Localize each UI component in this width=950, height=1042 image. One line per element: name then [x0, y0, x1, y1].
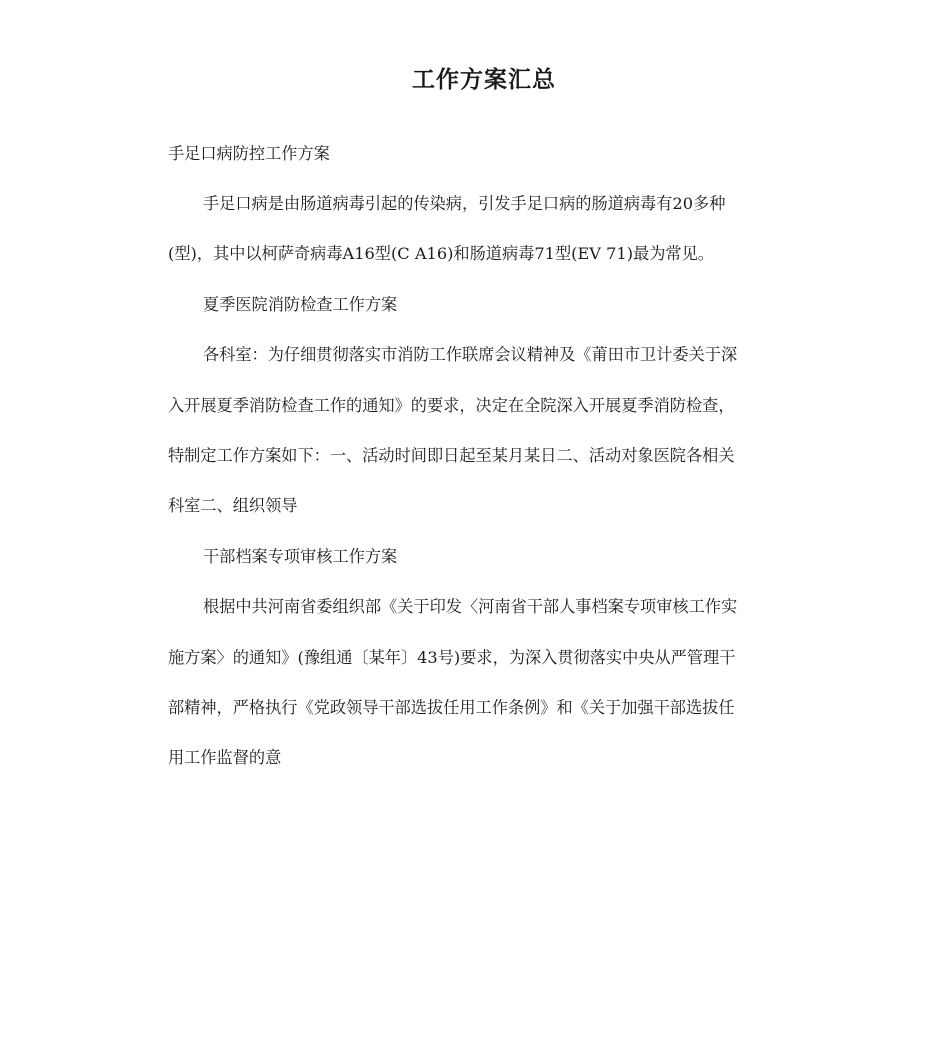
paragraph-line: 施方案〉的通知》(豫组通〔某年〕43号)要求，为深入贯彻落实中央从严管理干	[168, 648, 736, 667]
paragraph-line: 特制定工作方案如下：一、活动时间即日起至某月某日二、活动对象医院各相关	[168, 446, 735, 465]
paragraph-line: (型)，其中以柯萨奇病毒A16型(C A16)和肠道病毒71型(EV 71)最为常见。	[168, 244, 714, 263]
section-heading-cadre-archives: 干部档案专项审核工作方案	[203, 547, 398, 566]
paragraph-line: 入开展夏季消防检查工作的通知》的要求，决定在全院深入开展夏季消防检查，	[168, 396, 735, 415]
paragraph-line: 各科室：为仔细贯彻落实市消防工作联席会议精神及《莆田市卫计委关于深	[203, 345, 738, 364]
section-heading-fire-inspection: 夏季医院消防检查工作方案	[203, 295, 398, 314]
paragraph-line: 用工作监督的意	[168, 748, 282, 767]
paragraph-line: 手足口病是由肠道病毒引起的传染病，引发手足口病的肠道病毒有20多种	[203, 194, 726, 213]
section-heading-hfmd: 手足口病防控工作方案	[168, 144, 330, 163]
document-title: 工作方案汇总	[412, 67, 556, 93]
paragraph-line: 部精神，严格执行《党政领导干部选拔任用工作条例》和《关于加强干部选拔任	[168, 698, 735, 717]
paragraph-line: 根据中共河南省委组织部《关于印发〈河南省干部人事档案专项审核工作实	[203, 597, 738, 616]
paragraph-line: 科室二、组织领导	[168, 496, 298, 515]
